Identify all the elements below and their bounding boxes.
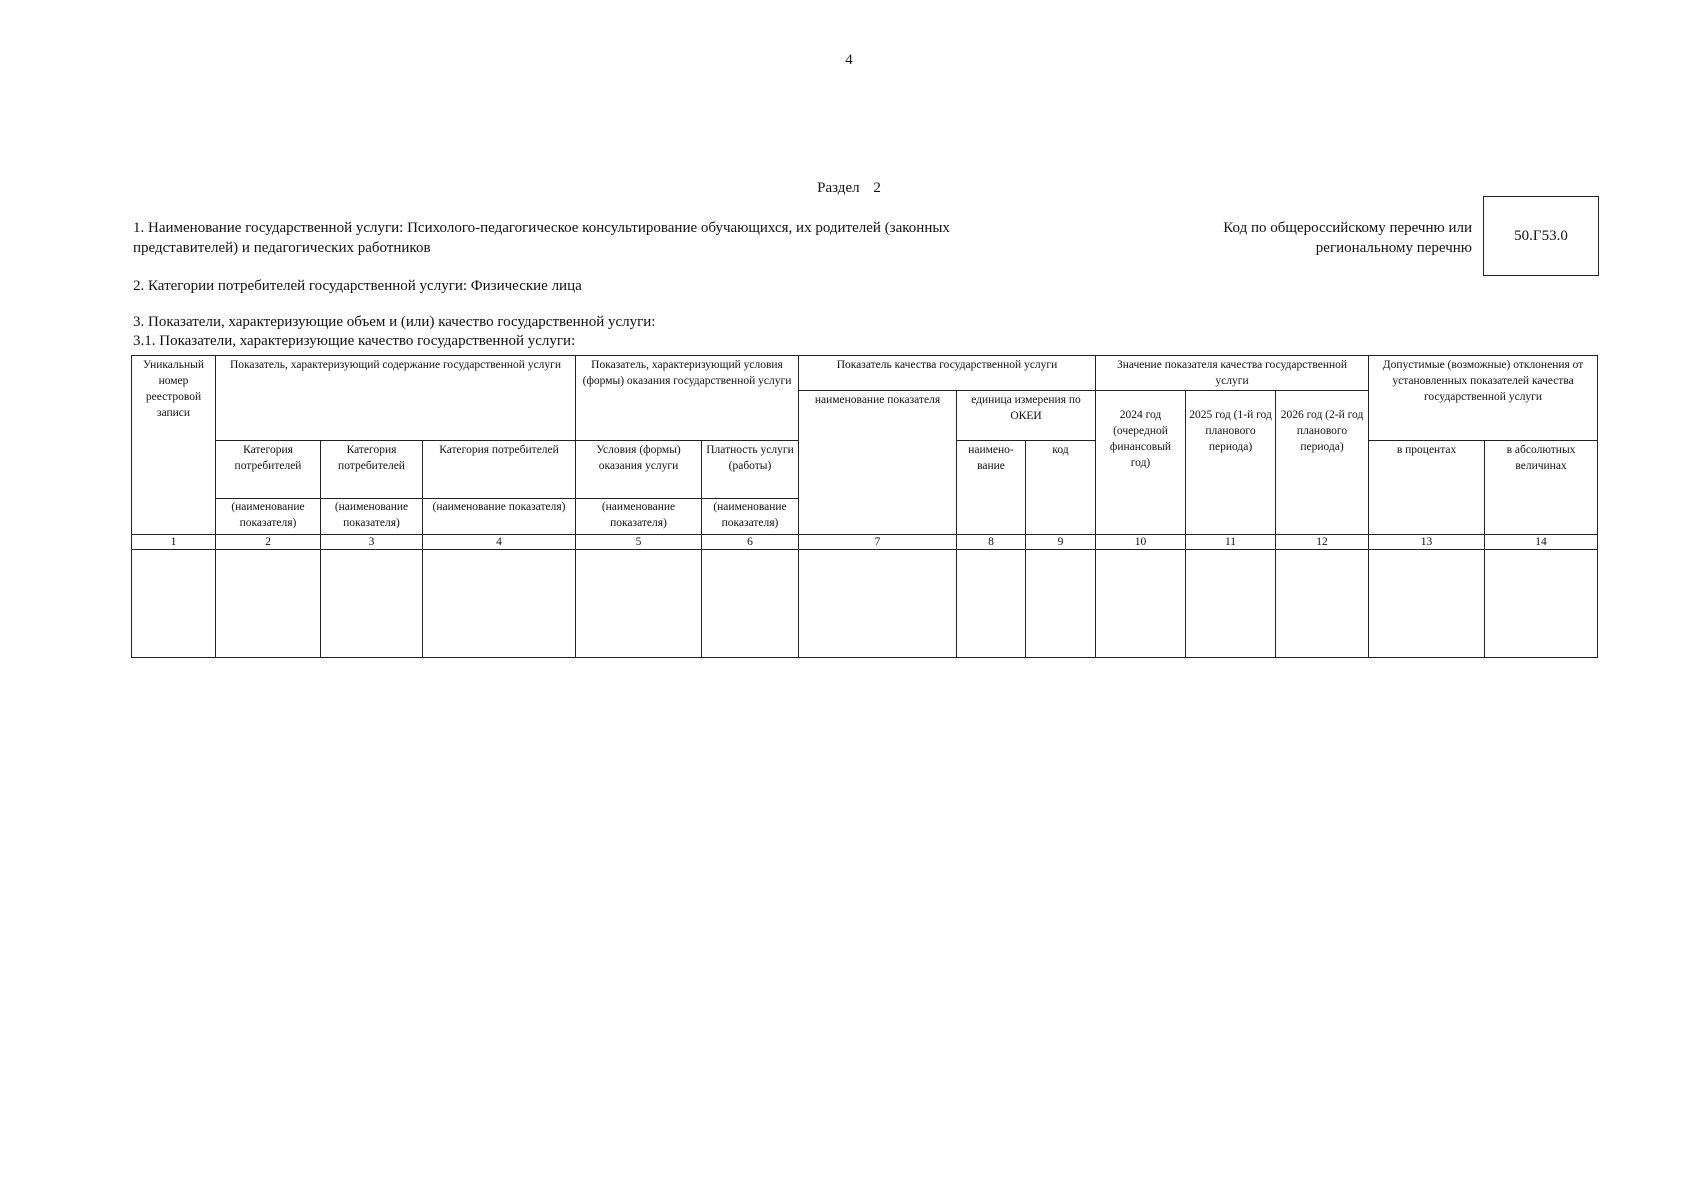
header-percent: в процентах (1369, 441, 1485, 535)
column-number: 7 (799, 535, 957, 550)
header-category-1 (216, 441, 321, 535)
header-unit: единица измерения по ОКЕИ (957, 391, 1096, 441)
category-3-label: Категория потребителей (439, 444, 559, 456)
table-cell (1369, 550, 1485, 658)
paid-service-label: Платность услуги (работы) (706, 444, 794, 472)
category-1-label: Категория потребителей (234, 444, 302, 472)
header-year-2025: 2025 год (1-й год планового периода) (1186, 391, 1276, 535)
column-number: 13 (1369, 535, 1485, 550)
category-2-sub: (наименование показателя) (321, 498, 422, 531)
service-name: 1. Наименование государственной услуги: Психолого-педагогическое консультирование обучающихся, их родителей (законных представителей) и педагогических работников (133, 220, 950, 256)
section-label: Раздел (817, 180, 860, 196)
table-cell (132, 550, 216, 658)
code-value: 50.Г53.0 (1514, 227, 1568, 244)
column-number: 8 (957, 535, 1026, 550)
consumer-categories: 2. Категории потребителей государственной услуги: Физические лица (133, 278, 582, 294)
table-cell (1026, 550, 1096, 658)
header-year-2026: 2026 год (2-й год планового периода) (1276, 391, 1369, 535)
section-number: 2 (873, 180, 881, 196)
column-number: 6 (702, 535, 799, 550)
table-cell (1096, 550, 1186, 658)
header-conditions-indicator: Показатель, характеризующий условия (формы) оказания государственной услуги (576, 356, 799, 441)
header-category-3 (423, 441, 576, 535)
table-row (132, 550, 1598, 658)
header-indicator-value: Значение показателя качества государственной услуги (1096, 356, 1369, 391)
column-number: 5 (576, 535, 702, 550)
header-condition-form (576, 441, 702, 535)
table-cell (1186, 550, 1276, 658)
column-number: 3 (321, 535, 423, 550)
header-unique-number: Уникальный номер реестровой записи (132, 356, 216, 535)
category-2-label: Категория потребителей (338, 444, 405, 472)
paid-service-sub: (наименование показателя) (702, 498, 798, 531)
header-absolute: в абсолютных величинах (1485, 441, 1598, 535)
table-cell (423, 550, 576, 658)
table-cell (576, 550, 702, 658)
code-box (1483, 196, 1599, 276)
header-unit-name: наимено-вание (957, 441, 1026, 535)
header-quality-indicator: Показатель качества государственной услуги (799, 356, 1096, 391)
table-cell (216, 550, 321, 658)
condition-form-sub: (наименование показателя) (576, 498, 701, 531)
header-unit-code: код (1026, 441, 1096, 535)
column-number: 11 (1186, 535, 1276, 550)
code-label: Код по общероссийскому перечню или региональному перечню (1223, 220, 1472, 256)
page-number: 4 (845, 52, 853, 68)
indicators-heading: 3. Показатели, характеризующие объем и (или) качество государственной услуги: (133, 314, 656, 330)
column-number: 10 (1096, 535, 1186, 550)
header-paid-service (702, 441, 799, 535)
table-cell (1485, 550, 1598, 658)
column-number: 2 (216, 535, 321, 550)
category-1-sub: (наименование показателя) (216, 498, 320, 531)
header-category-2 (321, 441, 423, 535)
column-number: 4 (423, 535, 576, 550)
column-numbers-row (132, 535, 1598, 550)
table-cell (702, 550, 799, 658)
category-3-sub: (наименование показателя) (423, 498, 575, 515)
column-number: 9 (1026, 535, 1096, 550)
quality-indicators-heading: 3.1. Показатели, характеризующие качество государственной услуги: (133, 333, 576, 349)
column-number: 12 (1276, 535, 1369, 550)
table-cell (1276, 550, 1369, 658)
section-heading (0, 180, 1698, 197)
header-content-indicator: Показатель, характеризующий содержание государственной услуги (216, 356, 576, 441)
header-indicator-name: наименование показателя (799, 391, 957, 535)
table-cell (321, 550, 423, 658)
header-deviation: Допустимые (возможные) отклонения от установленных показателей качества государственной услуги (1369, 356, 1598, 441)
column-number: 1 (132, 535, 216, 550)
table-cell (799, 550, 957, 658)
column-number: 14 (1485, 535, 1598, 550)
header-year-2024: 2024 год (очередной финансовый год) (1096, 391, 1186, 535)
quality-indicators-table (131, 355, 1598, 658)
table-cell (957, 550, 1026, 658)
condition-form-label: Условия (формы) оказания услуги (596, 444, 681, 472)
